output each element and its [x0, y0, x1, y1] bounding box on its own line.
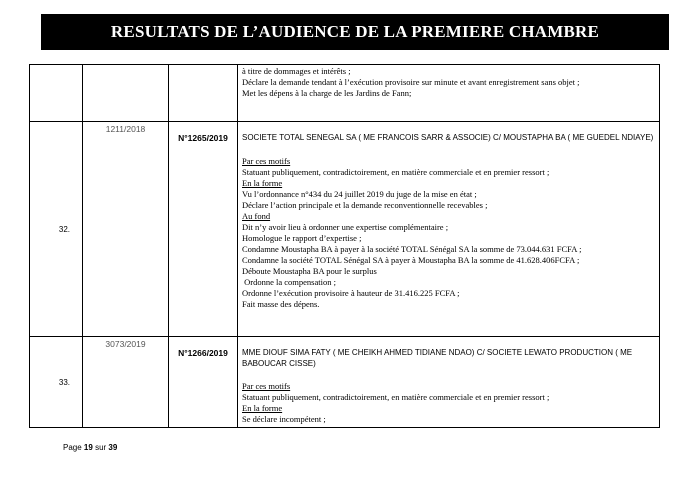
decision-number-cell — [169, 122, 238, 337]
heading-forme: En la forme — [242, 403, 283, 413]
case-number-cell — [30, 122, 83, 337]
decision-line: Ordonne l’exécution provisoire à hauteur de 31.416.225 FCFA ; — [242, 287, 460, 298]
decision-text-cell — [238, 65, 660, 122]
page-sur: sur — [95, 443, 107, 452]
decision-number: N°1265/2019 — [178, 133, 228, 143]
results-table — [29, 64, 660, 428]
decision-number: N°1266/2019 — [178, 348, 228, 358]
rg-number-cell — [83, 122, 169, 337]
total-pages: 39 — [108, 443, 118, 452]
decision-line: à titre de dommages et intérêts ; — [242, 66, 351, 76]
decision-line: Dit n’y avoir lieu à ordonner une expertise complémentaire ; — [242, 221, 449, 232]
heading-fond: Au fond — [242, 210, 271, 221]
decision-line: Déboute Moustapha BA pour le surplus — [242, 265, 377, 276]
case-number-cell — [30, 337, 83, 428]
decision-line: Homologue le rapport d’expertise ; — [242, 232, 362, 243]
heading-motifs: Par ces motifs — [242, 155, 291, 166]
table-row — [30, 337, 660, 428]
decision-line: Fait masse des dépens. — [242, 298, 320, 309]
statuant-line: Statuant publiquement, contradictoirement, en matière commerciale et en premier ressort ; — [242, 392, 550, 402]
decision-line: Se déclare incompétent ; — [242, 414, 326, 424]
case-number: 33. — [58, 377, 70, 387]
case-parties: MME DIOUF SIMA FATY ( ME CHEIKH AHMED TIDIANE NDAO) C/ SOCIETE LEWATO PRODUCTION ( ME BABOUCAR CISSE) — [242, 348, 633, 368]
decision-line: Ordonne la compensation ; — [242, 276, 336, 287]
rg-number-cell — [83, 337, 169, 428]
current-page: 19 — [83, 443, 93, 452]
rg-number: 3073/2019 — [105, 339, 146, 349]
table-row — [30, 122, 660, 337]
heading-motifs: Par ces motifs — [242, 381, 291, 391]
decision-line: Vu l’ordonnance n°434 du 24 juillet 2019 du juge de la mise en état ; — [242, 188, 477, 199]
case-number: 32. — [58, 224, 70, 234]
page-title: RESULTATS DE L’AUDIENCE DE LA PREMIERE CHAMBRE — [110, 22, 600, 41]
rg-number: 1211/2018 — [105, 124, 146, 134]
page-label: Page — [63, 443, 82, 452]
page-title-banner — [41, 14, 669, 50]
heading-forme: En la forme — [242, 177, 283, 188]
decision-line: Met les dépens à la charge de les Jardins de Fann; — [242, 88, 412, 98]
decision-text-cell — [238, 337, 660, 428]
statuant-line: Statuant publiquement, contradictoirement, en matière commerciale et en premier ressort ; — [242, 166, 550, 177]
case-parties: SOCIETE TOTAL SENEGAL SA ( ME FRANCOIS SARR & ASSOCIE) C/ MOUSTAPHA BA ( ME GUEDEL NDIAYE) — [242, 133, 654, 142]
page-footer — [63, 443, 117, 452]
decision-line: Condamne la société TOTAL Sénégal SA à payer à Moustapha BA la somme de 41.628.406FCFA ; — [242, 254, 580, 265]
table-row — [30, 65, 660, 122]
decision-line: Déclare la demande tendant à l’exécution provisoire sur minute et avant enregistrement sans objet ; — [242, 77, 580, 87]
decision-number-cell — [169, 337, 238, 428]
decision-text-cell — [238, 122, 660, 337]
decision-line: Condamne Moustapha BA à payer à la société TOTAL Sénégal SA la somme de 73.044.631 FCFA ; — [242, 243, 582, 254]
decision-number-cell — [169, 65, 238, 122]
case-number-cell — [30, 65, 83, 122]
decision-line: Déclare l’action principale et la demande reconventionnelle recevables ; — [242, 199, 488, 210]
rg-number-cell — [83, 65, 169, 122]
